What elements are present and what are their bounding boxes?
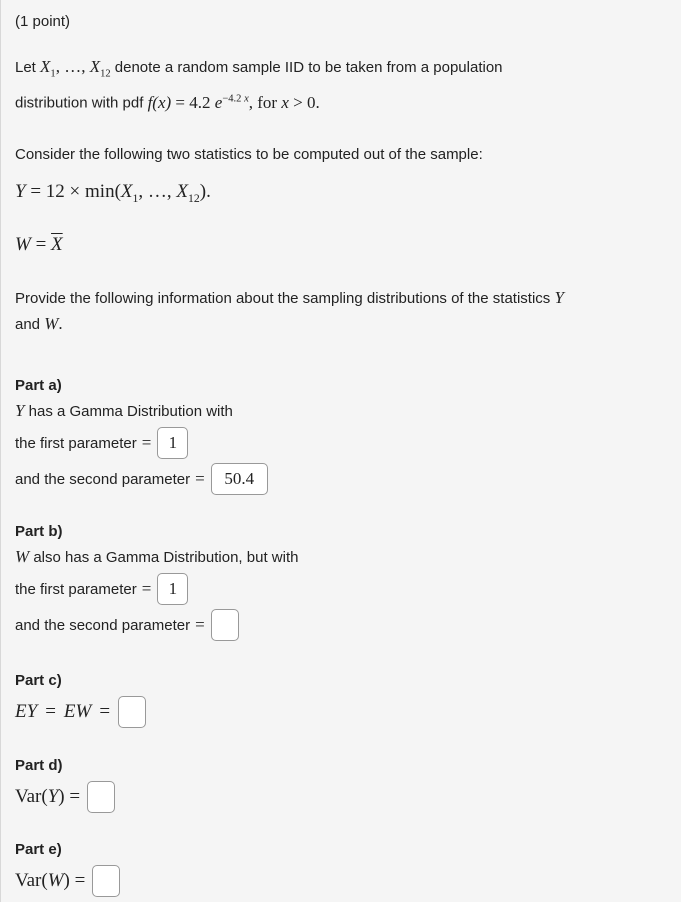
intro-paragraph xyxy=(15,54,671,116)
provide-paragraph xyxy=(15,285,671,337)
math-exponent xyxy=(222,93,248,104)
equation-w xyxy=(15,233,671,257)
math-var-y: Y xyxy=(15,400,25,420)
part-a-header: Part a) xyxy=(15,376,62,394)
math-fx: f(x) xyxy=(147,93,172,113)
math-var-function: Var( xyxy=(15,869,48,891)
math-close-paren-equals: ) = xyxy=(58,785,81,807)
math-var-x: X xyxy=(120,181,133,203)
math-ellipsis: , …, xyxy=(55,57,90,76)
math-e: e xyxy=(214,93,223,113)
math-equals: = xyxy=(141,433,152,453)
math-equals: = xyxy=(195,615,205,635)
part-a-first-parameter-line xyxy=(15,427,671,460)
part-d-variance-input[interactable] xyxy=(87,781,115,813)
provide-and-text: and xyxy=(15,315,45,333)
part-b-statement xyxy=(15,545,671,570)
math-domain-var: x xyxy=(281,93,289,113)
part-a-first-parameter-label: the first parameter xyxy=(15,434,137,452)
part-e-variance-input[interactable] xyxy=(92,865,120,897)
math-exponent-coefficient: −4.2 xyxy=(222,93,245,105)
math-close-paren: ). xyxy=(199,181,211,203)
part-b-header: Part b) xyxy=(15,522,63,540)
consider-paragraph: Consider the following two statistics to be computed out of the sample: xyxy=(15,146,483,164)
math-sample-range xyxy=(40,57,111,80)
part-a-second-parameter-line xyxy=(15,463,671,496)
math-var-w: W xyxy=(15,233,31,255)
part-c-header: Part c) xyxy=(15,671,62,689)
part-b-second-parameter-line xyxy=(15,609,671,642)
part-c-section xyxy=(15,672,671,729)
part-d-section xyxy=(15,757,671,814)
part-b-first-parameter-line xyxy=(15,573,671,606)
intro-lead-text: Let xyxy=(15,59,41,76)
intro-line-2 xyxy=(15,86,671,116)
part-e-header: Part e) xyxy=(15,840,62,858)
math-var-y: Y xyxy=(15,181,26,203)
part-b-second-parameter-label: and the second parameter xyxy=(15,616,191,634)
math-pdf-expression xyxy=(148,93,320,112)
math-close-paren-equals: ) = xyxy=(63,869,86,891)
math-for-text: , for xyxy=(248,93,282,113)
provide-text: Provide the following information about the sampling distributions of the statistics xyxy=(15,289,555,307)
math-equals: = xyxy=(99,700,111,722)
part-b-first-parameter-input[interactable] xyxy=(157,573,188,605)
math-subscript-12: 12 xyxy=(188,191,200,205)
math-var-w: W xyxy=(15,546,30,566)
math-equals: = xyxy=(195,469,205,489)
provide-line-2 xyxy=(15,311,671,337)
part-b-statement-text: also has a Gamma Distribution, but with xyxy=(29,548,299,566)
math-equals: = xyxy=(141,579,152,599)
part-a-second-parameter-input[interactable] xyxy=(211,463,268,495)
math-ew: EW xyxy=(63,700,92,722)
math-subscript-1: 1 xyxy=(132,191,139,205)
part-e-variance-line xyxy=(15,864,671,898)
math-domain-condition: > 0 xyxy=(288,93,316,113)
math-var-function: Var( xyxy=(15,785,48,807)
part-d-header: Part d) xyxy=(15,756,63,774)
part-c-expectation-input[interactable] xyxy=(118,696,146,728)
math-var-y: Y xyxy=(47,785,59,807)
math-var-w: W xyxy=(44,313,59,333)
part-b-second-parameter-input[interactable] xyxy=(211,609,239,641)
math-var-x: X xyxy=(40,57,51,76)
provide-line-1 xyxy=(15,285,671,311)
math-period: . xyxy=(58,313,63,333)
points-label: (1 point) xyxy=(15,13,71,30)
intro-rest-text: denote a random sample IID to be taken from a population xyxy=(110,59,503,76)
math-exponent-var: x xyxy=(244,93,249,105)
math-var-w: W xyxy=(47,869,64,891)
part-a-section xyxy=(15,377,671,496)
math-subscript-12: 12 xyxy=(100,68,111,80)
equation-y xyxy=(15,180,671,211)
part-a-statement-text: has a Gamma Distribution with xyxy=(24,402,233,420)
math-ellipsis: , …, xyxy=(138,181,177,203)
math-equals: = xyxy=(45,700,56,722)
math-equals-coefficient: = 4.2 xyxy=(171,93,215,113)
part-d-variance-line xyxy=(15,780,671,814)
math-x-bar: $\overline{X}$ xyxy=(51,233,63,255)
part-c-expectation-line xyxy=(15,695,671,729)
part-b-section xyxy=(15,523,671,642)
math-var-y: Y xyxy=(554,287,564,307)
part-a-first-parameter-input[interactable] xyxy=(157,427,188,459)
math-equals: = xyxy=(30,233,52,255)
math-var-x: X xyxy=(89,57,101,76)
part-a-second-parameter-label: and the second parameter xyxy=(15,470,191,488)
math-ey: EY xyxy=(15,700,38,722)
math-equals-min: = 12 × min( xyxy=(25,181,121,203)
math-var-x: X xyxy=(176,181,189,203)
part-e-section xyxy=(15,841,671,898)
intro-line-1 xyxy=(15,54,671,86)
intro-pdf-lead-text: distribution with pdf xyxy=(15,95,148,113)
math-subscript-1: 1 xyxy=(50,68,56,80)
math-period: . xyxy=(315,93,320,113)
part-b-first-parameter-label: the first parameter xyxy=(15,580,137,598)
part-a-statement xyxy=(15,399,671,424)
